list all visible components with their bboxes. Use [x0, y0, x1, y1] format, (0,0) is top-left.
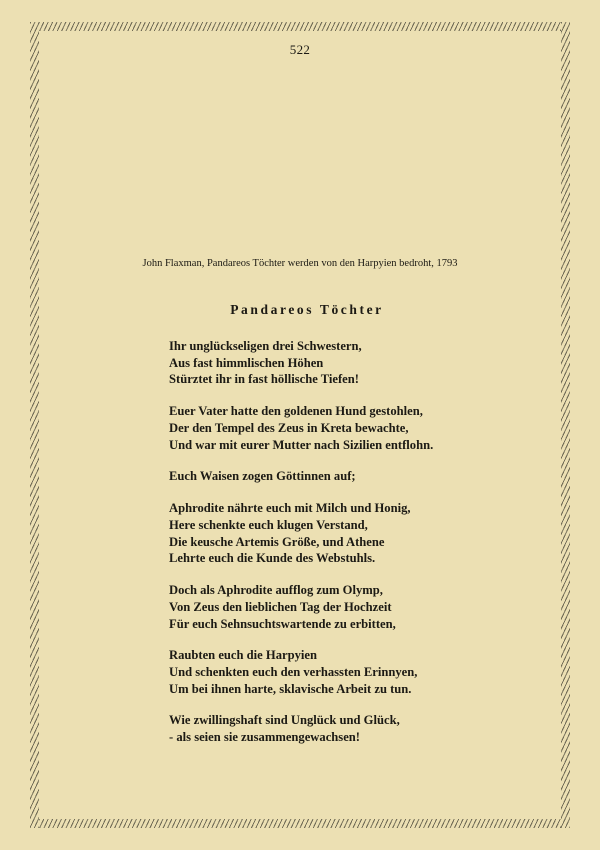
poem-line: Here schenkte euch klugen Verstand,	[169, 517, 368, 532]
poem-line: Stürztet ihr in fast höllische Tiefen!	[169, 372, 359, 387]
decorative-border-right	[561, 22, 570, 828]
decorative-border-bottom	[30, 819, 570, 828]
poem-stanza	[169, 468, 465, 485]
poem-line: Und schenkten euch den verhassten Erinnyen,	[169, 665, 418, 680]
poem-line: Die keusche Artemis Größe, und Athene	[169, 534, 385, 549]
poem-line: Ihr unglückseligen drei Schwestern,	[169, 339, 362, 353]
poem-line: Für euch Sehnsuchtswartende zu erbitten,	[169, 616, 396, 631]
poem	[135, 302, 465, 746]
poem-line: Lehrte euch die Kunde des Webstuhls.	[169, 551, 376, 566]
poem-stanza	[169, 338, 465, 388]
page-number: 522	[289, 42, 311, 57]
poem-stanza	[169, 582, 465, 632]
poem-title: Pandareos Töchter	[230, 302, 384, 317]
decorative-border-top	[30, 22, 570, 31]
poem-stanza	[169, 500, 465, 567]
poem-stanza	[169, 647, 465, 697]
decorative-border-left	[30, 22, 39, 828]
poem-line: Euer Vater hatte den goldenen Hund gestohlen,	[169, 404, 423, 419]
poem-line: - als seien sie zusammengewachsen!	[169, 730, 360, 745]
illustration-caption: John Flaxman, Pandareos Töchter werden von den Harpyien bedroht, 1793	[142, 258, 458, 269]
poem-line: Aphrodite nährte euch mit Milch und Honig,	[169, 501, 411, 516]
poem-line: Und war mit eurer Mutter nach Sizilien entflohn.	[169, 437, 434, 452]
page-content	[39, 31, 561, 819]
poem-line: Um bei ihnen harte, sklavische Arbeit zu tun.	[169, 681, 412, 696]
illustration-area	[39, 58, 561, 253]
poem-line: Wie zwillingshaft sind Unglück und Glück,	[169, 713, 400, 728]
poem-line: Euch Waisen zogen Göttinnen auf;	[169, 469, 356, 484]
poem-stanza	[169, 403, 465, 453]
poem-line: Doch als Aphrodite aufflog zum Olymp,	[169, 583, 383, 598]
poem-line: Raubten euch die Harpyien	[169, 648, 317, 663]
poem-line: Aus fast himmlischen Höhen	[169, 355, 324, 370]
poem-stanza	[169, 712, 465, 745]
poem-line: Von Zeus den lieblichen Tag der Hochzeit	[169, 599, 392, 614]
poem-line: Der den Tempel des Zeus in Kreta bewachte,	[169, 420, 409, 435]
